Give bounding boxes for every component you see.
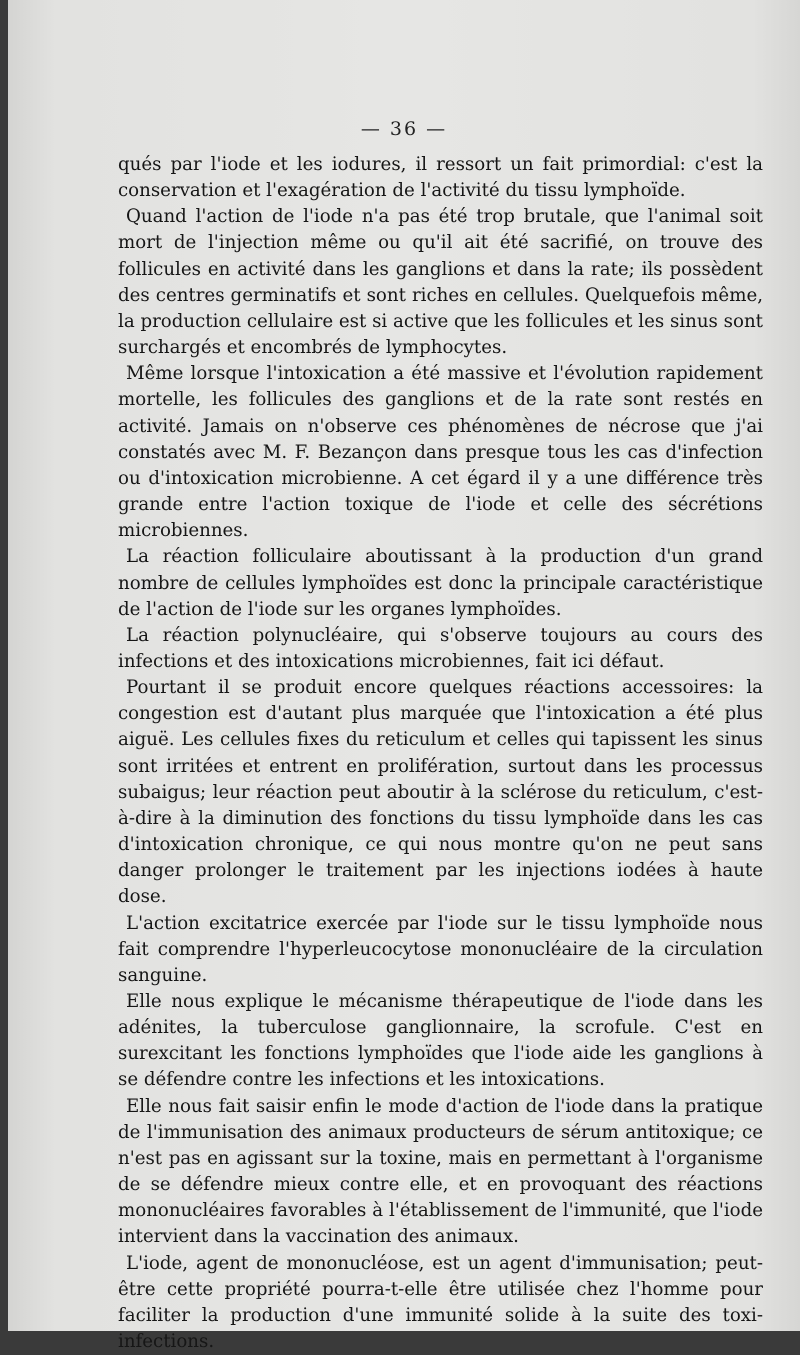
- paragraph: Même lorsque l'intoxication a été massive et l'évolution rapidement mortelle, les follicules des ganglions et de la rate sont restés en activité. Jamais on n'observe ces phénomènes de nécrose que j'ai constatés avec M. F. Bezançon dans presque tous les cas d'infection ou d'intoxication microbienne. A cet égard il y a une différence très grande entre l'action toxique de l'iode et celle des sécrétions microbiennes.: [118, 363, 763, 542]
- paragraph: Quand l'action de l'iode n'a pas été trop brutale, que l'animal soit mort de l'injection même ou qu'il ait été sacrifié, on trouve des follicules en activité dans les ganglions et dans la rate; ils possèdent des centres germinatifs et sont riches en cellules. Quelquefois même, la production cellulaire est si active que les follicules et les sinus sont surchargés et encombrés de lymphocytes.: [118, 206, 763, 359]
- paragraph: Elle nous fait saisir enfin le mode d'action de l'iode dans la pratique de l'immunisation des animaux producteurs de sérum antitoxique; ce n'est pas en agissant sur la toxine, mais en permettant à l'organisme de se défendre mieux contre elle, et en provoquant des réactions mononucléaires favorables à l'établissement de l'immunité, que l'iode intervient dans la vaccination des animaux.: [118, 1095, 763, 1248]
- page-number: — 36 —: [360, 118, 448, 140]
- paragraph: Pourtant il se produit encore quelques réactions accessoires: la congestion est d'autant plus marquée que l'intoxication a été plus aiguë. Les cellules fixes du reticulum et celles qui tapissent les sinus sont irritées et entrent en prolifération, surtout dans les processus subaigus; leur réaction peut aboutir à la sclérose du reticulum, c'est-à-dire à la diminution des fonctions du tissu lymphoïde dans les cas d'intoxication chronique, ce qui nous montre qu'on ne peut sans danger prolonger le traitement par les injections iodées à haute dose.: [118, 677, 763, 908]
- paragraph: La réaction folliculaire aboutissant à la production d'un grand nombre de cellules lymphoïdes est donc la principale caractéristique de l'action de l'iode sur les organes lymphoïdes.: [118, 546, 763, 620]
- paragraph: Elle nous explique le mécanisme thérapeutique de l'iode dans les adénites, la tuberculose ganglionnaire, la scrofule. C'est en surexcitant les fonctions lymphoïdes que l'iode aide les ganglions à se défendre contre les infections et les intoxications.: [118, 991, 763, 1091]
- paragraph: qués par l'iode et les iodures, il ressort un fait primordial: c'est la conservation et l'exagération de l'activité du tissu lymphoïde.: [118, 154, 763, 202]
- paragraph: La réaction polynucléaire, qui s'observe toujours au cours des infections et des intoxications microbiennes, fait ici défaut.: [118, 624, 763, 672]
- body-text: [118, 152, 763, 1355]
- page-sheet: [8, 0, 800, 1353]
- paragraph: L'iode, agent de mononucléose, est un agent d'immunisation; peut-être cette propriété pourra-t-elle être utilisée chez l'homme pour faciliter la production d'une immunité solide à la suite des toxi-infections.: [118, 1252, 763, 1353]
- paragraph: L'action excitatrice exercée par l'iode sur le tissu lymphoïde nous fait comprendre l'hyperleucocytose mononucléaire de la circulation sanguine.: [118, 912, 763, 986]
